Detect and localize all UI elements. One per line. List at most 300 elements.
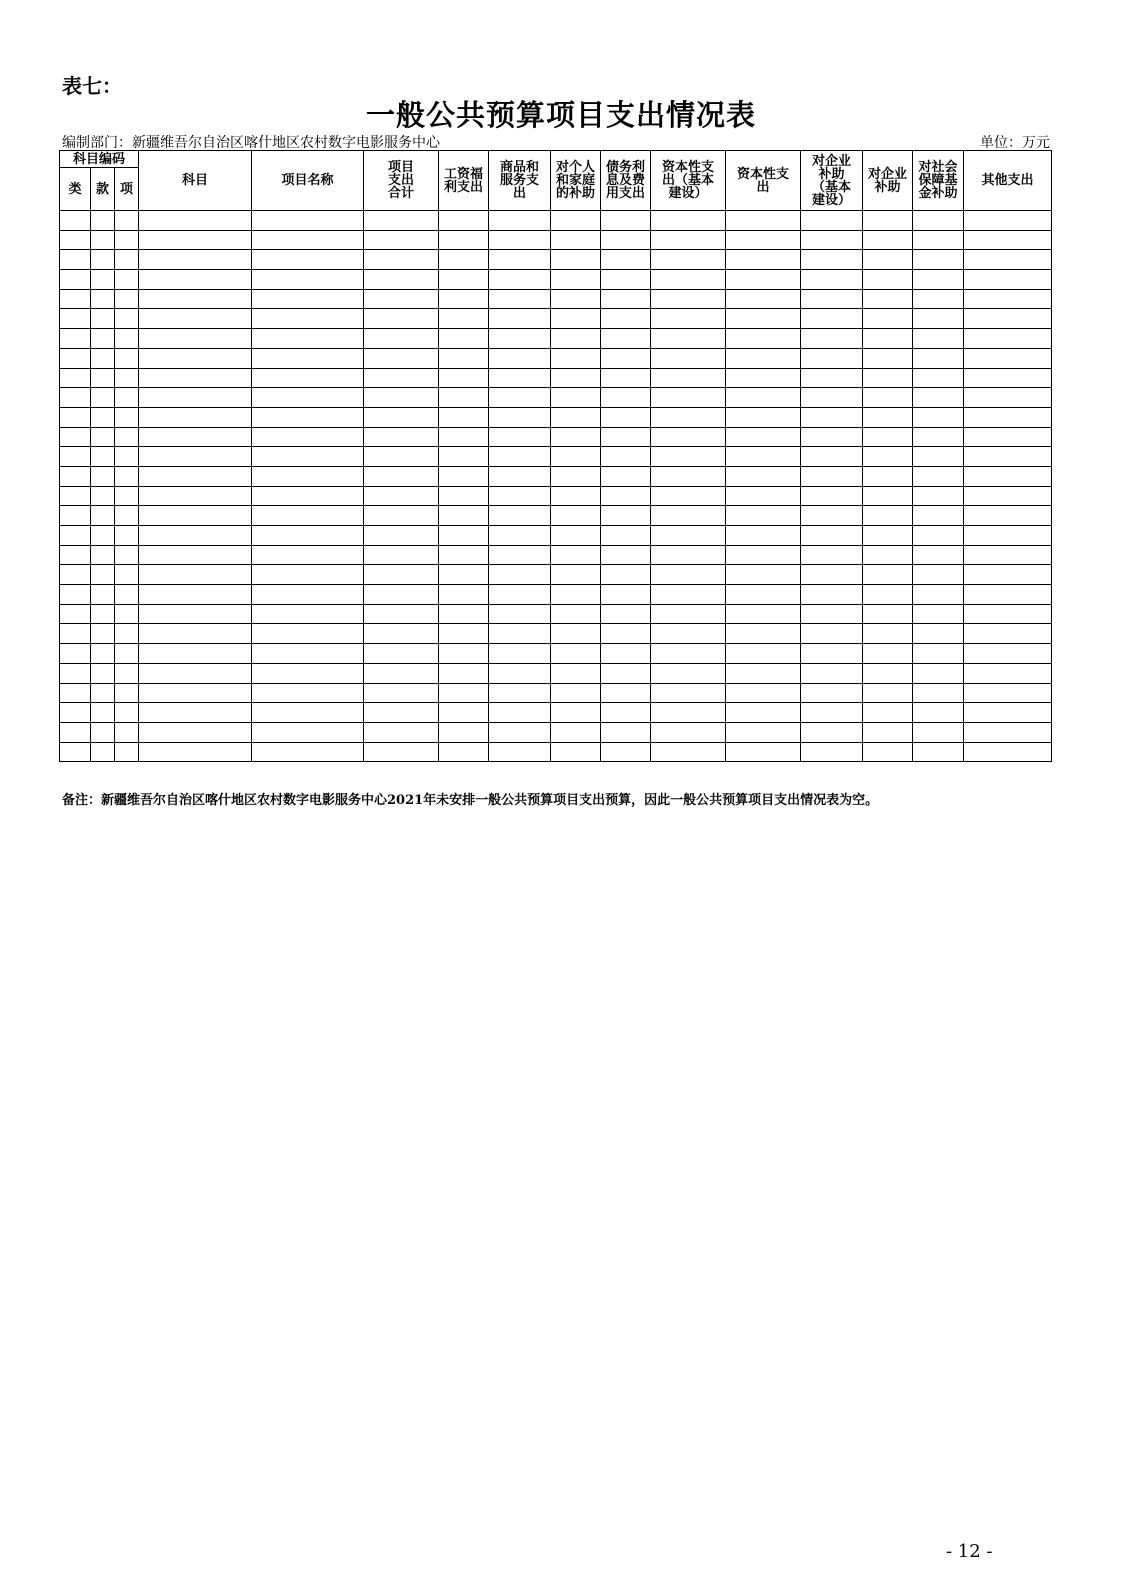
table-cell [913, 427, 964, 447]
table-cell [60, 742, 91, 762]
table-cell [252, 545, 364, 565]
table-cell [651, 526, 726, 546]
table-cell [364, 526, 439, 546]
table-cell [489, 703, 551, 723]
table-cell [91, 703, 115, 723]
table-cell [964, 644, 1052, 664]
table-cell [964, 368, 1052, 388]
table-cell [252, 230, 364, 250]
table-cell [139, 466, 252, 486]
table-cell [439, 703, 489, 723]
table-cell [139, 486, 252, 506]
table-cell [913, 663, 964, 683]
table-cell [801, 742, 863, 762]
column-header [863, 151, 913, 211]
table-cell [439, 604, 489, 624]
table-cell [60, 722, 91, 742]
table-cell [601, 368, 651, 388]
table-cell [91, 407, 115, 427]
table-cell [863, 250, 913, 270]
table-cell [964, 407, 1052, 427]
table-row [60, 270, 1052, 290]
table-cell [252, 427, 364, 447]
table-cell [651, 388, 726, 408]
table-cell [801, 427, 863, 447]
table-cell [91, 722, 115, 742]
table-cell [913, 545, 964, 565]
table-cell [863, 230, 913, 250]
table-cell [913, 506, 964, 526]
table-cell [964, 348, 1052, 368]
code-col-header: 类 [60, 168, 91, 211]
table-cell [91, 486, 115, 506]
table-cell [964, 211, 1052, 231]
table-cell [601, 742, 651, 762]
table-cell [726, 388, 801, 408]
table-cell [252, 722, 364, 742]
table-cell [863, 309, 913, 329]
table-cell [364, 289, 439, 309]
table-cell [726, 526, 801, 546]
table-cell [91, 545, 115, 565]
table-cell [439, 585, 489, 605]
table-cell [551, 270, 601, 290]
column-header-label: 对企业 补助 [867, 166, 907, 195]
table-cell [439, 624, 489, 644]
table-cell [439, 644, 489, 664]
table-cell [139, 545, 252, 565]
table-cell [801, 329, 863, 349]
table-cell [91, 526, 115, 546]
table-cell [91, 742, 115, 762]
table-row [60, 447, 1052, 467]
table-cell [651, 644, 726, 664]
table-cell [964, 742, 1052, 762]
table-cell [551, 427, 601, 447]
table-cell [91, 388, 115, 408]
table-cell [601, 644, 651, 664]
table-row [60, 604, 1052, 624]
table-row [60, 506, 1052, 526]
table-cell [364, 250, 439, 270]
table-cell [139, 348, 252, 368]
table-cell [726, 585, 801, 605]
table-cell [60, 270, 91, 290]
table-cell [115, 683, 139, 703]
table-cell [863, 466, 913, 486]
table-cell [551, 742, 601, 762]
table-cell [964, 388, 1052, 408]
table-cell [439, 270, 489, 290]
table-cell [601, 722, 651, 742]
table-cell [801, 604, 863, 624]
table-row [60, 427, 1052, 447]
table-cell [252, 703, 364, 723]
table-cell [726, 624, 801, 644]
table-row [60, 368, 1052, 388]
table-cell [364, 545, 439, 565]
table-cell [139, 604, 252, 624]
column-header-label: 其他支出 [981, 173, 1034, 188]
table-cell [489, 545, 551, 565]
table-cell [601, 329, 651, 349]
table-cell [801, 624, 863, 644]
table-cell [964, 604, 1052, 624]
table-row [60, 545, 1052, 565]
table-cell [91, 270, 115, 290]
table-cell [364, 427, 439, 447]
table-cell [651, 604, 726, 624]
table-cell [60, 663, 91, 683]
table-cell [863, 368, 913, 388]
table-cell [651, 447, 726, 467]
table-cell [651, 545, 726, 565]
table-cell [913, 466, 964, 486]
table-cell [60, 506, 91, 526]
table-cell [801, 407, 863, 427]
column-header [913, 151, 964, 211]
table-cell [601, 486, 651, 506]
table-cell [601, 407, 651, 427]
table-cell [139, 526, 252, 546]
table-cell [60, 348, 91, 368]
table-cell [439, 742, 489, 762]
table-cell [601, 663, 651, 683]
table-cell [726, 565, 801, 585]
table-cell [913, 329, 964, 349]
table-cell [651, 329, 726, 349]
table-cell [252, 506, 364, 526]
table-cell [801, 289, 863, 309]
table-cell [252, 447, 364, 467]
table-cell [364, 565, 439, 585]
table-cell [863, 585, 913, 605]
table-cell [913, 368, 964, 388]
table-cell [964, 703, 1052, 723]
table-cell [489, 250, 551, 270]
table-cell [601, 289, 651, 309]
table-cell [651, 683, 726, 703]
table-cell [364, 486, 439, 506]
table-cell [651, 585, 726, 605]
table-cell [439, 427, 489, 447]
table-cell [964, 447, 1052, 467]
table-cell [913, 289, 964, 309]
table-cell [601, 447, 651, 467]
table-cell [60, 309, 91, 329]
table-cell [726, 427, 801, 447]
table-cell [863, 663, 913, 683]
table-cell [364, 230, 439, 250]
table-cell [91, 585, 115, 605]
table-cell [115, 230, 139, 250]
table-row [60, 309, 1052, 329]
table-cell [139, 644, 252, 664]
table-cell [489, 722, 551, 742]
table-cell [252, 683, 364, 703]
table-cell [139, 407, 252, 427]
table-cell [801, 270, 863, 290]
page-number: - 12 - [946, 1541, 993, 1562]
table-cell [601, 211, 651, 231]
table-cell [252, 742, 364, 762]
unit-label: 单位：万元 [980, 135, 1050, 151]
table-cell [601, 506, 651, 526]
table-row [60, 585, 1052, 605]
table-cell [252, 565, 364, 585]
table-row [60, 565, 1052, 585]
table-cell [913, 644, 964, 664]
table-cell [252, 604, 364, 624]
table-cell [91, 329, 115, 349]
table-cell [726, 604, 801, 624]
table-cell [364, 388, 439, 408]
table-cell [801, 722, 863, 742]
table-cell [364, 742, 439, 762]
table-cell [489, 329, 551, 349]
table-cell [489, 447, 551, 467]
table-cell [601, 545, 651, 565]
table-cell [60, 368, 91, 388]
table-cell [139, 624, 252, 644]
table-cell [252, 348, 364, 368]
table-cell [726, 230, 801, 250]
table-cell [91, 368, 115, 388]
table-cell [489, 585, 551, 605]
table-cell [489, 427, 551, 447]
table-cell [139, 270, 252, 290]
column-header-label: 资本性支 出 [736, 166, 789, 195]
table-cell [489, 644, 551, 664]
column-header [964, 151, 1052, 211]
table-cell [115, 447, 139, 467]
table-cell [964, 309, 1052, 329]
table-cell [115, 250, 139, 270]
table-cell [601, 604, 651, 624]
table-cell [801, 447, 863, 467]
table-cell [252, 388, 364, 408]
table-cell [863, 289, 913, 309]
table-cell [489, 663, 551, 683]
footnote: 备注：新疆维吾尔自治区喀什地区农村数字电影服务中心2021年未安排一般公共预算项目支出预算，因此一般公共预算项目支出情况表为空。 [62, 793, 879, 808]
table-cell [489, 683, 551, 703]
table-cell [551, 722, 601, 742]
table-cell [252, 368, 364, 388]
table-cell [863, 329, 913, 349]
table-row [60, 388, 1052, 408]
column-header-label: 对企业 补助 （基本 建设） [811, 153, 851, 208]
table-cell [60, 604, 91, 624]
table-cell [551, 407, 601, 427]
table-cell [551, 230, 601, 250]
table-cell [726, 270, 801, 290]
table-cell [551, 329, 601, 349]
table-cell [551, 447, 601, 467]
table-cell [551, 309, 601, 329]
table-cell [489, 506, 551, 526]
table-cell [115, 703, 139, 723]
table-cell [863, 526, 913, 546]
table-cell [601, 427, 651, 447]
table-cell [60, 683, 91, 703]
table-cell [489, 211, 551, 231]
table-cell [115, 644, 139, 664]
table-cell [60, 289, 91, 309]
column-header-label: 对社会 保障基 金补助 [918, 160, 958, 201]
table-cell [252, 624, 364, 644]
code-col-header: 项 [115, 168, 139, 211]
table-cell [60, 427, 91, 447]
table-row [60, 486, 1052, 506]
table-cell [913, 722, 964, 742]
table-row [60, 663, 1052, 683]
table-cell [726, 506, 801, 526]
table-cell [60, 703, 91, 723]
table-cell [91, 466, 115, 486]
code-col-header: 款 [91, 168, 115, 211]
table-cell [801, 644, 863, 664]
table-cell [139, 250, 252, 270]
column-header [252, 151, 364, 211]
table-cell [364, 683, 439, 703]
column-header [489, 151, 551, 211]
table-cell [651, 348, 726, 368]
table-cell [913, 683, 964, 703]
table-cell [964, 250, 1052, 270]
table-cell [964, 526, 1052, 546]
table-cell [726, 407, 801, 427]
table-cell [439, 230, 489, 250]
table-cell [439, 407, 489, 427]
table-cell [252, 250, 364, 270]
table-cell [964, 270, 1052, 290]
column-header [364, 151, 439, 211]
table-cell [115, 270, 139, 290]
table-cell [439, 348, 489, 368]
table-cell [651, 506, 726, 526]
table-cell [115, 722, 139, 742]
table-cell [913, 270, 964, 290]
table-cell [551, 683, 601, 703]
table-cell [964, 663, 1052, 683]
column-header-label: 债务利 息及费 用支出 [605, 160, 645, 201]
table-cell [91, 309, 115, 329]
table-row [60, 466, 1052, 486]
table-cell [60, 230, 91, 250]
table-cell [964, 545, 1052, 565]
table-cell [60, 447, 91, 467]
table-cell [439, 368, 489, 388]
table-cell [651, 270, 726, 290]
table-cell [489, 624, 551, 644]
table-cell [551, 506, 601, 526]
table-cell [139, 329, 252, 349]
table-cell [139, 368, 252, 388]
table-cell [364, 466, 439, 486]
table-cell [726, 447, 801, 467]
table-cell [863, 407, 913, 427]
table-cell [651, 289, 726, 309]
table-row [60, 348, 1052, 368]
table-cell [913, 230, 964, 250]
table-cell [801, 368, 863, 388]
table-cell [551, 703, 601, 723]
table-cell [252, 663, 364, 683]
table-row [60, 407, 1052, 427]
table-cell [252, 644, 364, 664]
column-header [139, 151, 252, 211]
table-cell [913, 486, 964, 506]
table-cell [115, 565, 139, 585]
table-cell [60, 526, 91, 546]
table-cell [252, 526, 364, 546]
table-row [60, 683, 1052, 703]
table-cell [651, 663, 726, 683]
table-cell [439, 722, 489, 742]
table-cell [726, 683, 801, 703]
table-cell [651, 486, 726, 506]
table-cell [601, 309, 651, 329]
table-cell [364, 624, 439, 644]
table-cell [551, 289, 601, 309]
table-cell [91, 447, 115, 467]
table-cell [139, 309, 252, 329]
table-row [60, 329, 1052, 349]
table-cell [863, 388, 913, 408]
table-cell [439, 565, 489, 585]
table-cell [91, 644, 115, 664]
table-cell [139, 565, 252, 585]
table-cell [364, 348, 439, 368]
table-cell [139, 742, 252, 762]
table-cell [964, 230, 1052, 250]
table-cell [601, 348, 651, 368]
table-cell [863, 683, 913, 703]
table-cell [489, 270, 551, 290]
column-header-label: 科目 [181, 173, 208, 188]
table-row [60, 722, 1052, 742]
table-cell [551, 466, 601, 486]
table-cell [551, 526, 601, 546]
table-cell [801, 348, 863, 368]
table-cell [801, 565, 863, 585]
table-cell [726, 742, 801, 762]
table-row [60, 526, 1052, 546]
table-cell [863, 270, 913, 290]
table-cell [801, 703, 863, 723]
table-cell [364, 506, 439, 526]
table-cell [726, 545, 801, 565]
table-cell [651, 466, 726, 486]
table-cell [439, 250, 489, 270]
table-cell [91, 348, 115, 368]
table-row [60, 289, 1052, 309]
table-cell [489, 388, 551, 408]
table-cell [913, 250, 964, 270]
table-cell [60, 466, 91, 486]
table-cell [439, 663, 489, 683]
table-cell [863, 427, 913, 447]
table-cell [364, 407, 439, 427]
table-cell [439, 466, 489, 486]
table-cell [726, 289, 801, 309]
column-header-label: 资本性支 出（基本 建设） [661, 160, 714, 201]
column-header [726, 151, 801, 211]
column-header-label: 对个人 和家庭 的补助 [555, 160, 595, 201]
table-cell [139, 289, 252, 309]
table-cell [115, 388, 139, 408]
table-cell [801, 309, 863, 329]
